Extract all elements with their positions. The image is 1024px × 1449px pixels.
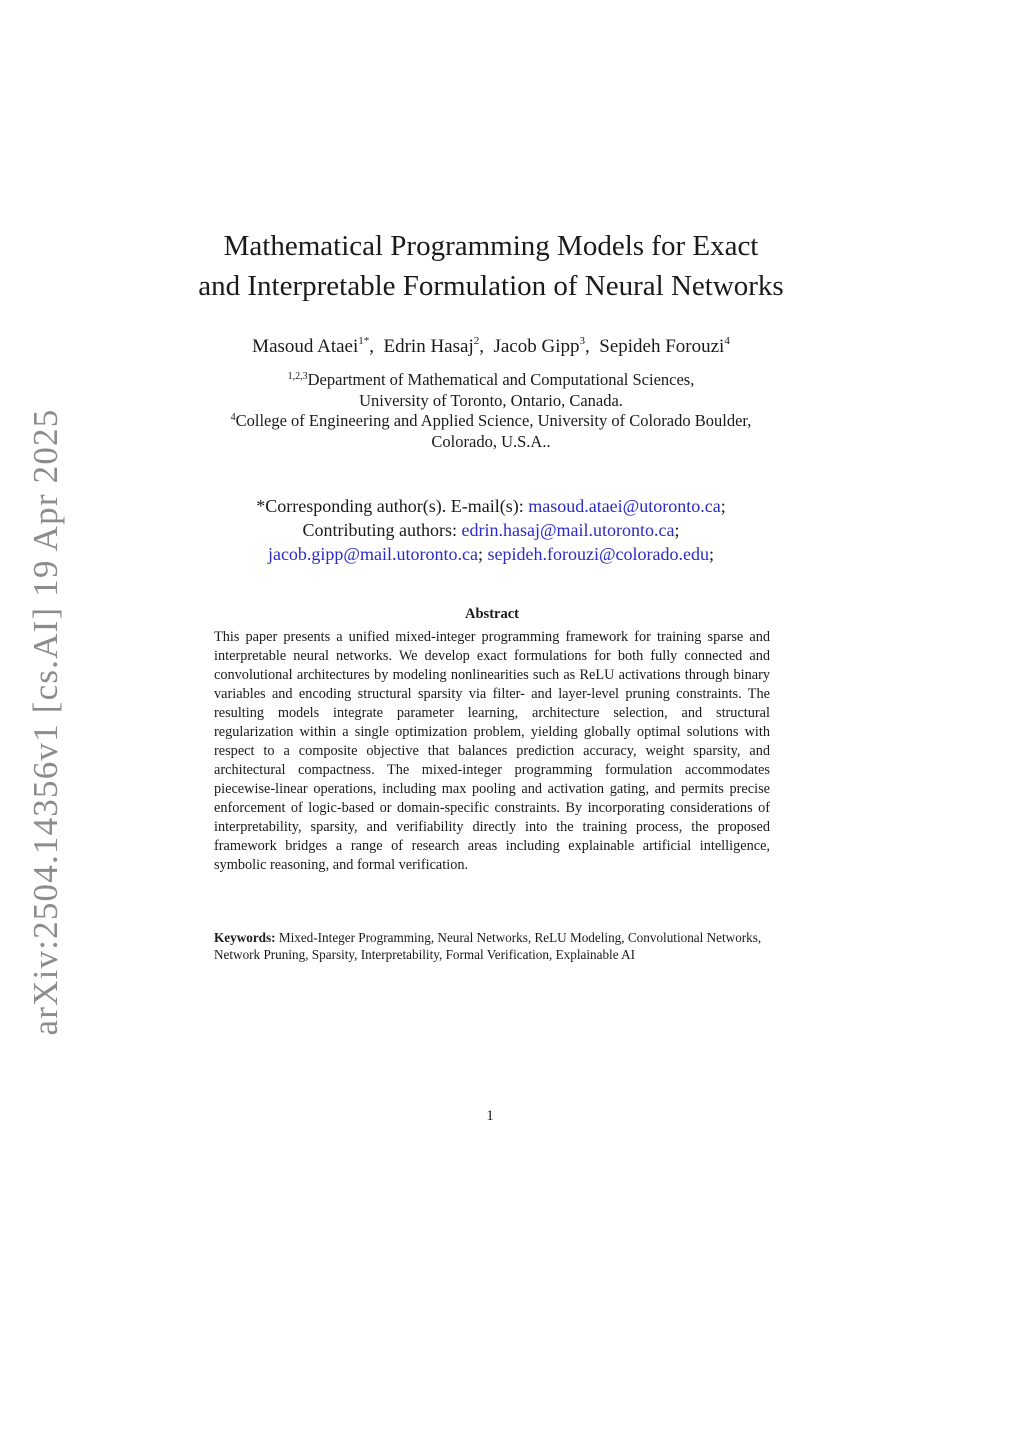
author-name: Jacob Gipp [493,336,580,357]
email-link-gipp[interactable]: jacob.gipp@mail.utoronto.ca [267,544,478,564]
keywords-label: Keywords: [214,930,276,945]
email-link-hasaj[interactable]: edrin.hasaj@mail.utoronto.ca [461,520,675,540]
keywords [214,929,770,963]
affiliation-2 [150,411,832,432]
contributing-authors-line [150,518,832,542]
abstract-text: This paper presents a unified mixed-integer programming framework for training sparse and interpretable neural networks. We develop exact formulations for both fully connected and convolutional architectures by modeling nonlinearities such as ReLU activations through binary variables and encoding structural sparsity via filter- and layer-level pruning constraints. The resulting models integrate parameter learning, architecture selection, and structural regularization within a single optimization problem, yielding globally optimal solutions with respect to a composite objective that balances prediction accuracy, weight sparsity, and architectural compactness. The mixed-integer programming formulation accommodates piecewise-linear operations, including max pooling and activation gating, and permits precise enforcement of logic-based or domain-specific constraints. By incorporating considerations of interpretability, sparsity, and verifiability directly into the training process, the proposed framework bridges a range of research areas including explainable artificial intelligence, symbolic reasoning, and formal verification. [214,629,770,873]
separator: ; [674,520,680,540]
author-name: Edrin Hasaj [383,336,474,357]
author-list: Masoud Ataei$^{1*}$, Edrin Hasaj$^2$, Jacob Gipp$^3$, Sepideh Forouzi$^4$ [252,335,730,357]
affiliations [150,370,832,452]
abstract-heading: Abstract [465,606,519,622]
affiliation-1-line-1: Department of Mathematical and Computational Sciences, [307,370,695,389]
separator: ; [477,544,483,564]
corresponding-email-link[interactable]: masoud.ataei@utoronto.ca [528,496,721,516]
page-number: 1 [486,1108,494,1124]
keywords-text: Mixed-Integer Programming, Neural Networks, ReLU Modeling, Convolutional Networks, Network Pruning, Sparsity, Interpretability, Formal Verification, Explainable AI [214,930,762,962]
arxiv-side-stamp: arXiv:2504.14356v1 [cs.AI] 19 Apr 2025 [26,408,65,1036]
contributing-prefix: Contributing authors: [302,520,462,540]
contributing-emails-line [150,542,832,566]
email-link-forouzi[interactable]: sepideh.forouzi@colorado.edu [487,544,710,564]
separator: ; [709,544,715,564]
author-affil-sup: 3 [579,335,585,347]
affiliation-2-sup: 4 [230,412,236,423]
author-affil-sup: 2 [473,335,480,347]
separator: ; [720,496,726,516]
paper-title [150,226,832,306]
author-affil-sup: 4 [724,335,730,347]
affiliation-1-sup: 1,2,3 [287,371,308,382]
contact-block [150,494,832,566]
affiliation-2-line-1: College of Engineering and Applied Science, University of Colorado Boulder, [235,411,752,430]
author-affil-sup: 1* [358,335,370,347]
corresponding-prefix: *Corresponding author(s). E-mail(s): [256,496,529,516]
corresponding-author-line [150,494,832,518]
title-line-2: and Interpretable Formulation of Neural Networks [198,270,784,302]
author-name: Masoud Ataei [252,336,359,357]
affiliation-1-line-2: University of Toronto, Ontario, Canada. [359,390,623,410]
title-line-1: Mathematical Programming Models for Exact [223,230,759,262]
affiliation-1 [150,370,832,391]
affiliation-2-line-2: Colorado, U.S.A.. [431,431,551,451]
author-name: Sepideh Forouzi [599,336,725,357]
